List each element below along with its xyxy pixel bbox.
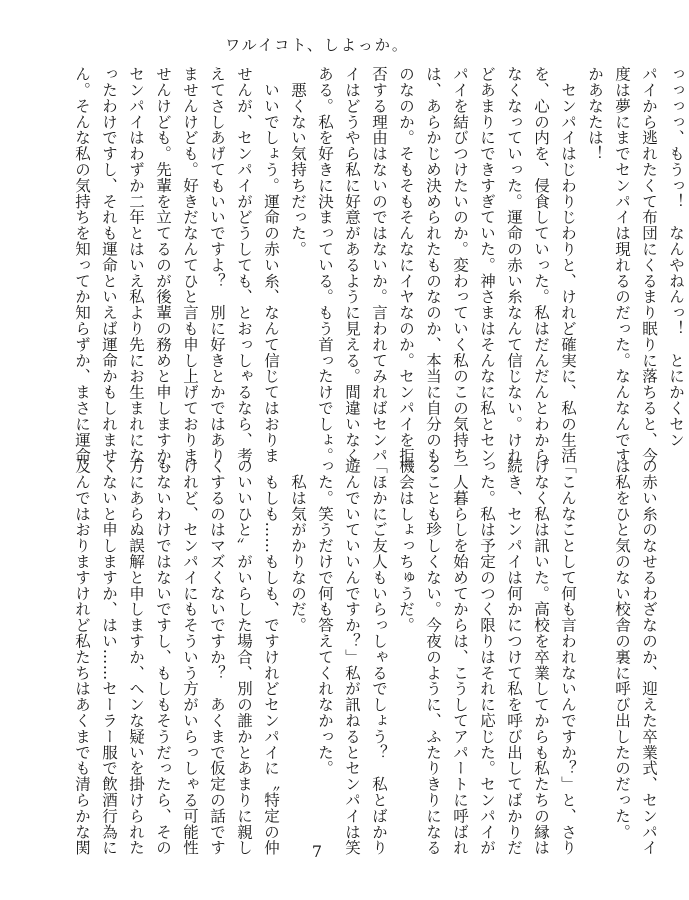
text-line: った。笑うだけで何も答えてくれなかった。	[316, 458, 334, 776]
text-line: パイを結びつけたいのか。変わっていく私のこの気持ち	[451, 66, 469, 464]
text-line	[581, 458, 608, 836]
text-line: のなのか。そもそもそんなにイヤなのか。センパイを拒	[397, 66, 415, 464]
text-line: 「こんなことして何も言われないんですか？」と、さり	[559, 458, 577, 856]
text-line: のいいひと〟がいらした場合、別の誰かとあまりに親し	[235, 458, 253, 856]
text-line: 続き、センパイは何かにつけて私を呼び出してばかりだ	[505, 458, 523, 856]
text-line: は、あらかじめ決められたものなのか、本当に自分のも	[424, 66, 442, 464]
text-line: くないと申しますか、はい……セーラー服で飲酒行為に	[100, 458, 118, 856]
running-header: ワルイコト、しよっか。	[225, 36, 409, 54]
text-line: 度は夢にまでセンパイは現れるのだった。なんなんです	[613, 66, 631, 464]
text-line: 「ほかにご友人もいらっしゃるでしょう？ 私とばかり	[370, 458, 388, 856]
text-line: ることも珍しくない。今夜のように、ふたりきりになる	[424, 458, 442, 856]
text-line: 機会はしょっちゅうだ。	[397, 458, 415, 633]
text-line: った。私は予定のつく限りはそれに応じた。センパイが	[478, 458, 496, 856]
text-line: もしも……もしも、ですけれどセンパイに〝特定の仲	[262, 458, 280, 856]
text-line: くするのはマズくないですか？ あくまで仮定の話です	[208, 458, 226, 856]
text-line: なくなっていった。運命の赤い糸なんて信じない。けれ	[505, 66, 523, 464]
text-line: 否する理由はないのではないか。言われてみればセンパ	[370, 66, 388, 464]
page-number: 7	[311, 842, 323, 861]
text-line: かあなたは！	[586, 66, 604, 162]
text-block-bottom	[68, 458, 658, 856]
text-line: イはどうやら私に好意があるように見える。間違いなく	[343, 66, 361, 464]
text-line: 一人暮らしを始めてからは、こうしてアパートに呼ばれ	[451, 458, 469, 856]
text-line: いいでしょう。運命の赤い糸、なんて信じてはおりま	[262, 66, 280, 464]
text-line: えてさしあげてもいいですよ？ 別に好きとかではあり	[208, 66, 226, 464]
text-line: せんけども。先輩を立てるのが後輩の務めと申しますか、	[154, 66, 172, 480]
text-line: の赤い糸のなせるわざなのか、迎えた卒業式、センパイ	[640, 458, 658, 856]
text-line: は私をひと気のない校舎の裏に呼び出したのだった。	[613, 458, 631, 840]
text-line: を、心の内を、侵食していった。私はだんだんとわから	[532, 66, 550, 464]
text-line: 方にあらぬ誤解と申しますか、ヘンな疑いを掛けられた	[127, 458, 145, 856]
text-block-top	[68, 66, 685, 480]
text-line: せんが、センパイがどうしても、とおっしゃるなら、考	[235, 66, 253, 464]
text-line: ったわけですし、それも運命といえば運命かもしれませ	[100, 66, 118, 464]
vertical-text-bottom	[68, 458, 662, 856]
text-line: 私は気がかりなのだ。	[289, 458, 307, 633]
text-line: 遊んでいていいんですか？」私が訊ねるとセンパイは笑	[343, 458, 361, 856]
text-line: パイから逃れたくて布団にくるまり眠りに落ちると、今	[640, 66, 658, 464]
text-line: けれど、センパイにもそういう方がいらっしゃる可能性	[181, 458, 199, 856]
text-line: センパイはじわりじわりと、けれど確実に、私の生活	[559, 66, 577, 464]
text-line: ある。私を好きに決まっている。もう首ったけでしょ。	[316, 66, 334, 464]
text-line: もないわけではないですし、もしもそうだったら、その	[154, 458, 172, 856]
text-line: げなく私は訊いた。高校を卒業してからも私たちの縁は	[532, 458, 550, 856]
text-line: 及んではおりますけれど私たちはあくまでも清らかな関	[73, 458, 91, 856]
text-line: ませんけども。好きだなんてひと言も申し上げておりま	[181, 66, 199, 464]
vertical-text-top	[68, 66, 689, 480]
text-line: ん。そんな私の気持ちを知ってか知らずか、まさに運命	[73, 66, 91, 464]
text-line: センパイはわずか二年とはいえ私より先にお生まれにな	[127, 66, 145, 464]
text-line: 悪くない気持ちだった。	[289, 66, 307, 257]
text-line: っっっっ、もうっ！ なんやねんっ！ とにかくセン	[667, 66, 685, 448]
text-line: どあまりにできすぎていた。神さまはそんなに私とセン	[478, 66, 496, 464]
